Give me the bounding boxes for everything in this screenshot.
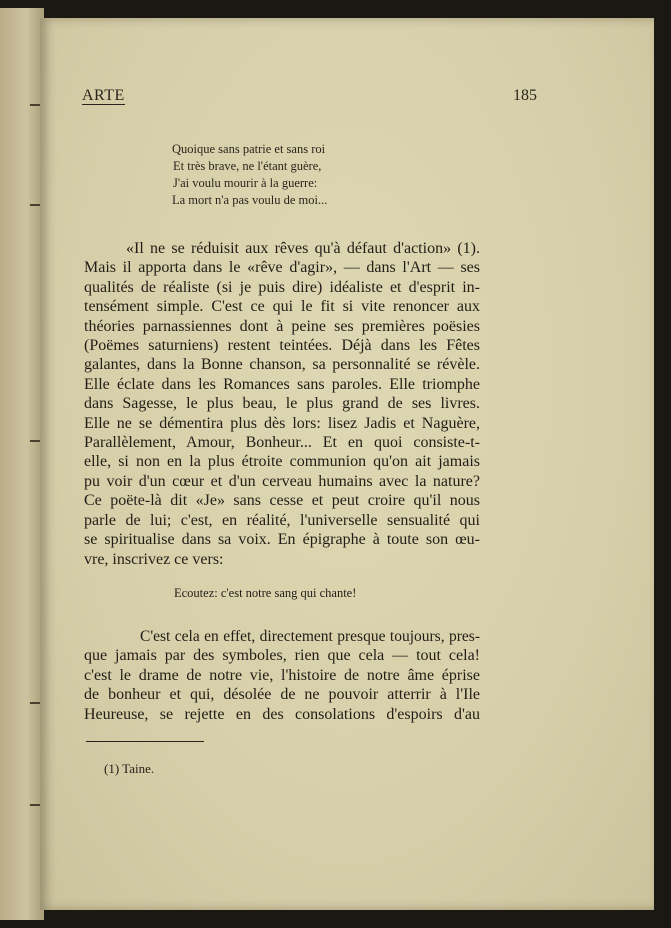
paragraph-2: [84, 627, 480, 724]
text-line: se spiritualise dans sa voix. En épigraphe à toute son œu-: [84, 531, 480, 549]
text-line: dans Sagesse, le plus beau, le plus grand de ses livres.: [84, 395, 480, 413]
paragraph-1: [84, 239, 480, 569]
text-line: Mais il apporta dans le «rêve d'agir», — dans l'Art — ses: [84, 259, 480, 277]
text-line: Parallèlement, Amour, Bonheur... Et en quoi consiste-t-: [84, 434, 480, 452]
text-line: vre, inscrivez ce vers:: [84, 550, 224, 568]
footnote-rule: [86, 741, 204, 742]
footnote: (1) Taine.: [104, 761, 155, 776]
text-line: Heureuse, se rejette en des consolations d'espoirs d'au: [84, 705, 480, 723]
page-number: 185: [513, 87, 537, 104]
text-line: qualités de réaliste (si je puis dire) idéaliste et d'esprit in-: [84, 278, 480, 296]
text-line: galantes, dans la Bonne chanson, sa personnalité se révèle.: [84, 356, 480, 374]
text-line: théories parnassiennes dont à peine ses premières poësies: [84, 317, 480, 335]
running-title: ARTE: [82, 87, 125, 104]
verse-line: J'ai voulu mourir à la guerre:: [173, 176, 318, 190]
text-line: pu voir d'un cœur et d'un cerveau humains avec la nature?: [84, 472, 480, 490]
verse-line: Et très brave, ne l'étant guère,: [173, 159, 322, 173]
verse-line: Quoique sans patrie et sans roi: [172, 142, 326, 156]
previous-page-edge: [0, 8, 44, 920]
text-line: «Il ne se réduisit aux rêves qu'à défaut d'action» (1).: [126, 240, 480, 257]
text-line: tensément simple. C'est ce qui le fit si vite renoncer aux: [84, 298, 480, 316]
text-line: C'est cela en effet, directement presque toujours, pres-: [140, 628, 480, 645]
verse-quote: [172, 141, 327, 209]
text-line: que jamais par des symboles, rien que cela — tout cela!: [84, 647, 480, 665]
text-line: (Poëmes saturniens) restent teintées. Déjà dans les Fêtes: [84, 337, 480, 355]
text-line: elle, si non en la plus étroite communion qu'on ait jamais: [84, 453, 480, 471]
text-line: parle de lui; c'est, en réalité, l'universelle sensualité qui: [84, 511, 480, 529]
text-line: Ce poëte-là dit «Je» sans cesse et peut croire qu'il nous: [84, 492, 480, 510]
verse-line: La mort n'a pas voulu de moi...: [172, 193, 328, 207]
text-line: c'est le drame de notre vie, l'histoire de notre âme éprise: [84, 666, 480, 684]
text-line: Elle ne se démentira plus dès lors: lisez Jadis et Naguère,: [84, 414, 480, 432]
epigraph-verse: Ecoutez: c'est notre sang qui chante!: [174, 586, 357, 600]
text-line: Elle éclate dans les Romances sans paroles. Elle triomphe: [84, 375, 480, 393]
text-line: de bonheur et qui, désolée de ne pouvoir atterrir à l'Ile: [84, 686, 480, 704]
